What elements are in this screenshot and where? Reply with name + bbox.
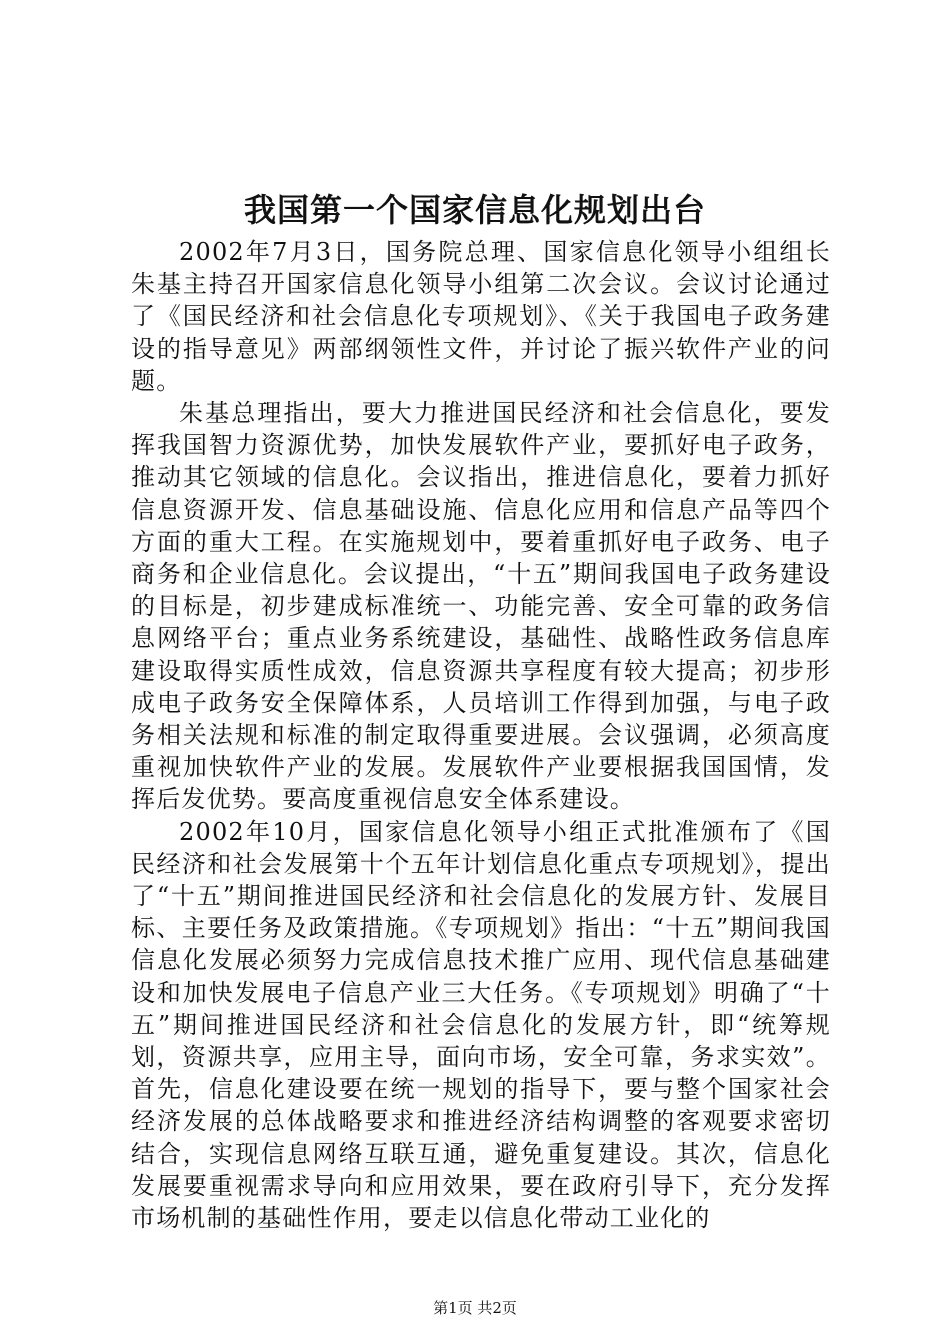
page-footer: 第1页 共2页 <box>433 1299 517 1317</box>
paragraph-3: 2002年10月，国家信息化领导小组正式批准颁布了《国民经济和社会发展第十个五年计划信息化重点专项规划》，提出了“十五”期间推进国民经济和社会信息化的发展方针、发展目标、主要任务及政策措施。《专项规划》指出：“十五”期间我国信息化发展必须努力完成信息技术推广应用、现代信息基础建设和加快发展电子信息产业三大任务。《专项规划》明确了“十五”期间推进国民经济和社会信息化的发展方针，即“统筹规划，资源共享，应用主导，面向市场，安全可靠，务求实效”。首先，信息化建设要在统一规划的指导下，要与整个国家社会经济发展的总体战略要求和推进经济结构调整的客观要求密切结合，实现信息网络互联互通，避免重复建设。其次，信息化发展要重视需求导向和应用效果，要在政府引导下，充分发挥市场机制的基础性作用，要走以信息化带动工业化的 <box>131 817 831 1233</box>
paragraph-1: 2002年7月3日，国务院总理、国家信息化领导小组组长朱基主持召开国家信息化领导小组第二次会议。会议讨论通过了《国民经济和社会信息化专项规划》、《关于我国电子政务建设的指导意见》两部纲领性文件，并讨论了振兴软件产业的问题。 <box>131 238 831 395</box>
document-body <box>131 236 831 1234</box>
document-title: 我国第一个国家信息化规划出台 <box>243 191 706 229</box>
paragraph-2: 朱基总理指出，要大力推进国民经济和社会信息化，要发挥我国智力资源优势，加快发展软件产业，要抓好电子政务，推动其它领域的信息化。会议指出，推进信息化，要着力抓好信息资源开发、信息基础设施、信息化应用和信息产品等四个方面的重大工程。在实施规划中，要着重抓好电子政务、电子商务和企业信息化。会议提出，“十五”期间我国电子政务建设的目标是，初步建成标准统一、功能完善、安全可靠的政务信息网络平台；重点业务系统建设，基础性、战略性政务信息库建设取得实质性成效，信息资源共享程度有较大提高；初步形成电子政务安全保障体系，人员培训工作得到加强，与电子政务相关法规和标准的制定取得重要进展。会议强调，必须高度重视加快软件产业的发展。发展软件产业要根据我国国情，发挥后发优势。要高度重视信息安全体系建设。 <box>131 399 831 814</box>
